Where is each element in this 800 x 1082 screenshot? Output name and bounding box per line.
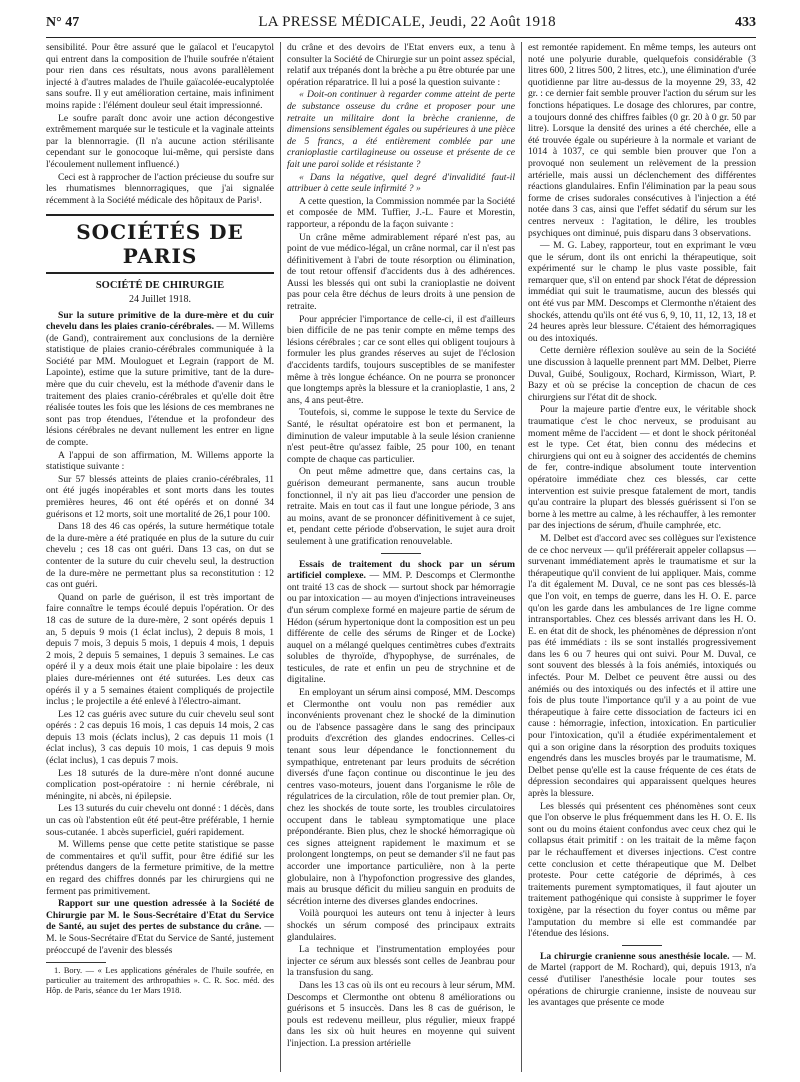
article-paragraph [46, 898, 274, 956]
paragraph: Cette dernière réflexion soulève au sein de la Société une discussion à laquelle prennent part MM. Delbet, Pierre Duval, Guibé, Souligoux, Rochard, Kirmisson, Wiart, P. Bazy et où se précise la conception de chacun de ces chirurgiens sur l'état dit de shock. [528, 345, 756, 403]
section-banner [46, 214, 274, 274]
paragraph: On peut même admettre que, dans certains cas, la guérison demeurant permanente, sans aucun trouble fonctionnel, il n'y ait pas lieu d'accorder une pension de retraite. Mais en tout cas il faut une longue période, 3 ans au moins, avant de se prononcer définitivement à ce sujet, et, pendant cette période d'observation, le sujet aura droit seulement à une gratification renouvelable. [287, 466, 515, 547]
footnote-divider [46, 962, 106, 963]
column-3 [528, 42, 756, 1072]
article-text: — MM. P. Descomps et Clermonthe ont traité 13 cas de shock — surtout shock par hémorragie ou par intoxication — au moyen d'injections intraveineuses d'un sérum complexe formé en majeure partie de sérum de Hédon (sérum hypertonique dont la composition est un peu différente de celle des sérums de Ringer et de Locke) auquel on a mélangé quelques centimètres cubes d'extraits solubles de thyroïde, d'hypophyse, de surrénales, de testicules, de rate et enfin un peu de strychnine et de digitaline. [287, 570, 515, 686]
paragraph: du crâne et des devoirs de l'Etat envers eux, a tenu à consulter la Société de Chirurgie sur un point assez spécial, relatif aux trépanés dont la brèche a pu être obturée par une opération réparatrice. Il lui a posé la question suivante : [287, 42, 515, 88]
column-divider [280, 42, 281, 1072]
paragraph: Les 18 suturés de la dure-mère n'ont donné aucune complication post-opératoire : ni hernie cérébrale, ni méningite, ni abcès, ni épilepsie. [46, 767, 274, 802]
paragraph: La technique et l'instrumentation employées pour injecter ce sérum aux blessés sont celles de Jeanbrau pour la transfusion du sang. [287, 944, 515, 979]
paragraph: Dans les 13 cas où ils ont eu recours à leur sérum, MM. Descomps et Clermonthe ont obtenu 8 améliorations ou guérisons et 5 insuccès. Dans les 8 cas de guérison, le pouls est redevenu meilleur, plus régulier, mieux frappé dans les six où huit heures en moyenne qui suivent l'injection. La pression artérielle [287, 979, 515, 1049]
paragraph: Pour apprécier l'importance de celle-ci, il est d'ailleurs bien difficile de ne pas tenir compte en même temps des lésions cérébrales ; car ce sont elles qui obligent toujours à formuler les plus grandes réserves au sujet de l'éclosion d'accidents tardifs, toujours susceptibles de se manifester même à très longue échéance. On ne pourra se prononcer que longtemps après la blessure et la cranioplastie, 1 ans, 2 ans, 4 ans peut-être. [287, 313, 515, 406]
article-heading: Rapport sur une question adressée à la Société de Chirurgie par M. le Sous-Secrétaire d'Etat du Service de Santé, au sujet des pertes de substance du crâne. [46, 898, 274, 933]
column-2 [287, 42, 515, 1072]
society-heading: SOCIÉTÉ DE CHIRURGIE [95, 280, 225, 292]
columns [46, 42, 756, 1072]
article-heading: La chirurgie cranienne sous anesthésie locale. [540, 950, 730, 962]
paragraph: A cette question, la Commission nommée par la Société et composée de MM. Tuffier, J.-L. Faure et Morestin, rapporteur, a répondu de la façon suivante : [287, 195, 515, 230]
running-header [46, 14, 756, 38]
paragraph: Quand on parle de guérison, il est très important de faire connaître le temps écoulé depuis l'opération. Or des 18 cas de suture de la dure-mère, 2 sont opérés depuis 1 an, 5 depuis 9 mois (1 éclat inclus), 2 depuis 8 mois, 1 depuis 7 mois, 3 depuis 5 mois, 1 depuis 4 mois, 1 depuis 2 mois, 2 depuis 5 semaines, 1 depuis 3 semaines. Le cas opéré il y a deux mois était une plaie bipolaire : les deux plaies dure-mériennes ont été suturées. Les deux cas opérés il y a 5 semaines étaient compliqués de projectile inclus ; le projectile a été enlevé à l'électro-aimant. [46, 591, 274, 708]
paragraph: M. Delbet est d'accord avec ses collègues sur l'existence de ce choc nerveux — qu'il préférerait appeler collapsus — survenant immédiatement après le traumatisme et sur la thérapeutique qu'il convient de lui appliquer. Mais, comme l'a dit également M. Duval, ce ne sont pas ces blessés-là que l'on voit, en temps de guerre, dans les H. O. E. parce qu'on les garde dans les ambulances de 1re ligne comme intransportables. Chez ces blessés arrivant dans les H. O. E. en état dit de shock, les phénomènes de dépression n'ont pas été immédiats : ils se sont installés progressivement dans les 6 ou 7 heures qui ont suivi. Pour M. Duval, ce sont souvent des blessés à la fois anémiés, intoxiqués ou infectés. Pour M. Delbet ce peuvent être aussi ou des anémiés ou des intoxiqués ou des infectés et il attire une fois de plus toute l'importance qu'il y a au point de vue thérapeutique à faire cette dissociation de facteurs ici en cause : hémorragie, infection, intoxication. En particulier pour l'intoxication, qu'il a étudiée expérimentalement et qui a son origine dans la résorption des produits toxiques engendrés dans les muscles broyés par le traumatisme, M. Delbet pense qu'elle est la cause fréquente de ces états de dépression secondaires qui apparaissent quelques heures après la blessure. [528, 532, 756, 799]
section-title: SOCIÉTÉS DE PARIS [76, 220, 244, 269]
quoted-question: « Doit-on continuer à regarder comme atteint de perte de substance osseuse du crâne et proposer pour une retraite un militaire dont la brèche cranienne, de dimensions sensiblement égales ou supérieures à une pièce de 5 francs, a été entièrement comblée par une cranioplastie cartilagineuse ou osseuse et présente de ce fait une paroi solide et résistante ? [287, 89, 515, 170]
article-heading: Sur la suture primitive de la dure-mère et du cuir chevelu dans les plaies cranio-cérébrales. [46, 309, 274, 333]
article-paragraph [46, 310, 274, 449]
article-text: — M. Willems (de Gand), contrairement aux conclusions de la dernière statistique de plaies cranio-cérébrales communiquée à la Société par MM. Mouloguet et Legrain (rapport de M. Lapointe), estime que la suture primitive, tant de la dure-mère que du cuir chevelu, est la méthode d'avenir dans le traitement des plaies cranio-cérébrales et qu'elle doit être réalisée toutes les fois que les lésions de ces membranes ne sont pas trop étendues, l'étendue et la profondeur des lésions cérébrales ne devant nullement les entrer en ligne de compte. [46, 321, 274, 449]
session-date: 24 Juillet 1918. [129, 293, 191, 305]
article-paragraph [287, 559, 515, 687]
paragraph: Pour la majeure partie d'entre eux, le véritable shock traumatique c'est le choc nerveux, se produisant au moment même de l'accident — et dont le shock péritonéal est le type. Cet état, bien connu des médecins et chirurgiens qui ont eu à soigner des accidentés de chemins de fer, contre-indique absolument toute intervention opératoire immédiate chez ces blessés, car cette intervention est suivie presque fatalement de mort, tandis qu'au contraire la plupart des blessés guérissent si l'on se borne à les mettre au calme, à les réchauffer, à les remonter par des injections de sérum, d'huile camphrée, etc. [528, 404, 756, 532]
article-heading: Essais de traitement du shock par un sérum artificiel complexe. [287, 558, 515, 582]
paragraph: Les 12 cas guéris avec suture du cuir chevelu seul sont opérés : 2 cas depuis 16 mois, 1 cas depuis 14 mois, 2 cas depuis 13 mois (éclats inclus), 2 cas depuis 11 mois (1 éclat inclus), 3 cas depuis 10 mois, 1 cas depuis 9 mois (éclat inclus), 1 cas depuis 7 mois. [46, 708, 274, 767]
paragraph: Dans 18 des 46 cas opérés, la suture hermétique totale de la dure-mère a été pratiquée en plus de la suture du cuir chevelu ; ces 18 cas ont guéri. Dans 13 cas, on dut se contenter de la suture du cuir chevelu seul, la destruction de la dure-mère ne permettant plus sa reconstitution : 12 cas ont guéri. [46, 521, 274, 591]
paragraph: En employant un sérum ainsi composé, MM. Descomps et Clermonthe ont voulu non pas remédier aux inconvénients provenant chez le shocké de la diminution ou de l'absence passagère dans le sang des principaux produits d'excrétion des glandes endocrines. Celles-ci tenant sous leur dépendance le fonctionnement du sympathique, entretenant par leurs produits de sécrétion diversés d'une façon continue ou discontinue le jeu des centres vaso-moteurs, jouent dans l'organisme le rôle de régulatrices de la circulation, rôle de tout premier plan. Or, chez les shockés de toute sorte, les troubles circulatoires occupent dans le tableau symptomatique une place prépondérante. Bien plus, chez le shocké hémorragique où ces signes atteignent rapidement le maximum et se prolongent longtemps, on peut se demander s'il ne faut pas accorder une importance particulière, non à la perte globulaire, non à l'hypofonction progressive des glandes, mais au brusque déficit du milieu sanguin en produits de sécrétion interne des diverses glandes endocrines. [287, 687, 515, 907]
column-1 [46, 42, 274, 1072]
paragraph: Sur 57 blessés atteints de plaies cranio-cérébrales, 11 ont été jugés inopérables et sont morts dans les toutes premières heures, 46 ont été opérés et on donné 34 guérisons et 12 morts, soit une mortalité de 26,1 pour 100. [46, 473, 274, 520]
issue-number: N° 47 [46, 15, 80, 30]
article-text: — M. le Sous-Secrétaire d'Etat du Service de Santé, justement préoccupé de l'avenir des blessés [46, 921, 274, 956]
paragraph: Le soufre paraît donc avoir une action décongestive extrêmement marquée sur le testicule et la vaginale atteints par la blennorragie. (Il n'a aucune action stérilisante cependant sur le gonocoque lui-même, qui persiste dans l'écoulement nullement influencé.) [46, 112, 274, 170]
paragraph: sensibilité. Pour être assuré que le gaïacol et l'eucapytol qui entrent dans la composition de l'huile soufrée n'étaient pour rien dans ces résultats, nous avons parallèlement injecté à d'autres malades de l'huile gaïacolée-eucalyptolée sans soufre. Il y eut amélioration certaine, mais infiniment moins rapide : l'élément douleur seul était impressionné. [46, 42, 274, 111]
paragraph: Ceci est à rapprocher de l'action précieuse du soufre sur les rhumatismes blennorragiques, que j'ai signalée récemment à la Société médicale des hôpitaux de Paris¹. [46, 171, 274, 206]
newspaper-page [46, 14, 756, 1074]
journal-title: LA PRESSE MÉDICALE, Jeudi, 22 Août 1918 [258, 14, 556, 30]
paragraph: — M. G. Labey, rapporteur, tout en exprimant le vœu que le sérum, dont ils ont enrichi la thérapeutique, soit expérimenté sur le champ le plus vaste possible, fait remarquer que, s'il on entend par shock l'état de dépression immédiat qui suit le traumatisme, aucun des blessés qui ont été vus par MM. Descomps et Clermonthe n'étaient des shockés, attendu qu'ils ont été vus 6, 9, 10, 11, 12, 13, 18 et 24 heures après leur blessure. C'étaient des hémorragiques ou des intoxiqués. [528, 240, 756, 344]
footnote: 1. Bory. — « Les applications générales de l'huile soufrée, en particulier au traitement des arthropathies ». C. R. Soc. méd. des Hôp. de Paris, séance du 1er Mars 1918. [46, 966, 274, 996]
article-text: — M. de Martel (rapport de M. Rochard), qui, depuis 1913, n'a cessé d'utiliser l'anesthésie locale pour toutes ses opérations de chirurgie cranienne, insiste de nouveau sur les avantages que présente ce mode [528, 950, 756, 1009]
page-number: 433 [735, 15, 756, 30]
quoted-question: « Dans la négative, quel degré d'invalidité faut-il attribuer à cette seule infirmité ? » [287, 171, 515, 195]
paragraph: A l'appui de son affirmation, M. Willems apporte la statistique suivante : [46, 449, 274, 473]
paragraph: M. Willems pense que cette petite statistique se passe de commentaires et qu'il suffit, pour être édifié sur les prétendus dangers de la fermeture primitive, de la mettre en regard des chiffres donnés par les chirurgiens qui ne ferment pas primitivement. [46, 839, 274, 897]
article-paragraph [528, 951, 756, 1009]
paragraph: Un crâne même admirablement réparé n'est pas, au point de vue médico-légal, un crâne normal, car il n'est pas définitivement à l'abri de toute résorption ou élimination, de tout retour offensif d'accidents dus à des adhérences. Aussi les blessés qui ont subi la cranioplastie ne doivent pas pour cela être déchus de leurs droits à une pension de retraite. [287, 231, 515, 313]
separator [381, 553, 421, 554]
paragraph: est remontée rapidement. En même temps, les auteurs ont noté une polyurie durable, quelquefois considérable (3 litres 600, 2 litres 500, 2 litres, etc.), une élimination d'urée quotidienne par litre au-dessus de la moyenne 29, 33, 42 gr. : ce dernier fait semble prouver l'action du sérum sur les fonctions hépatiques. Le dosage des chlorures, par contre, a toujours donné des chiffres faibles (0 gr. 20 à 0 gr. 50 par litre). Lorsque la densité des urines a été cherchée, elle a été trouvée égale ou supérieure à la normale et variant de 1014 à 1037, ce qui semble bien prouver que l'on a provoqué non seulement un relèvement de la pression artérielle, mais aussi un déclenchement des différentes réactions glandulaires. Enfin l'élimination par la peau sous forme de crises sudorales consécutives à l'injection a été notée dans 3 cas, ainsi que l'effet sédatif du sérum sur les centres nerveux : l'agitation, le délire, les troubles psychiques ont diminué, puis disparu dans 3 observations. [528, 42, 756, 239]
paragraph: Les 13 suturés du cuir chevelu ont donné : 1 décès, dans un cas où l'abstention eût été peut-être préférable, 1 hernie sous-cutanée. 1 abcès superficiel, guéri rapidement. [46, 803, 274, 838]
paragraph: Voilà pourquoi les auteurs ont tenu à injecter à leurs shockés un sérum composé des principaux extraits glandulaires. [287, 908, 515, 943]
separator [622, 945, 662, 946]
paragraph: Toutefois, si, comme le suppose le texte du Service de Santé, le résultat opératoire est bon et permanent, la diminution de valeur imputable à la seule lésion cranienne n'est peut-être qu'assez faible, 25 pour 100, en tenant compte de chaque cas particulier. [287, 407, 515, 465]
paragraph: Les blessés qui présentent ces phénomènes sont ceux que l'on observe le plus fréquemment dans les H. O. E. Ils sont ou du moins étaient confondus avec ceux chez qui le collapsus était primitif : on les traitait de la même façon par le réchauffement et diverses injections. C'est contre cette conclusion et cette thérapeutique que M. Delbet proteste. Pour cette catégorie de déprimés, à ces traitements purement symptomatiques, il faut ajouter un traitement pathogénique qui consiste à supprimer le foyer toxigène, par la résection du foyer contus ou même par l'amputation du membre si elle est commandée par l'étendue des lésions. [528, 800, 756, 940]
column-divider [521, 42, 522, 1072]
